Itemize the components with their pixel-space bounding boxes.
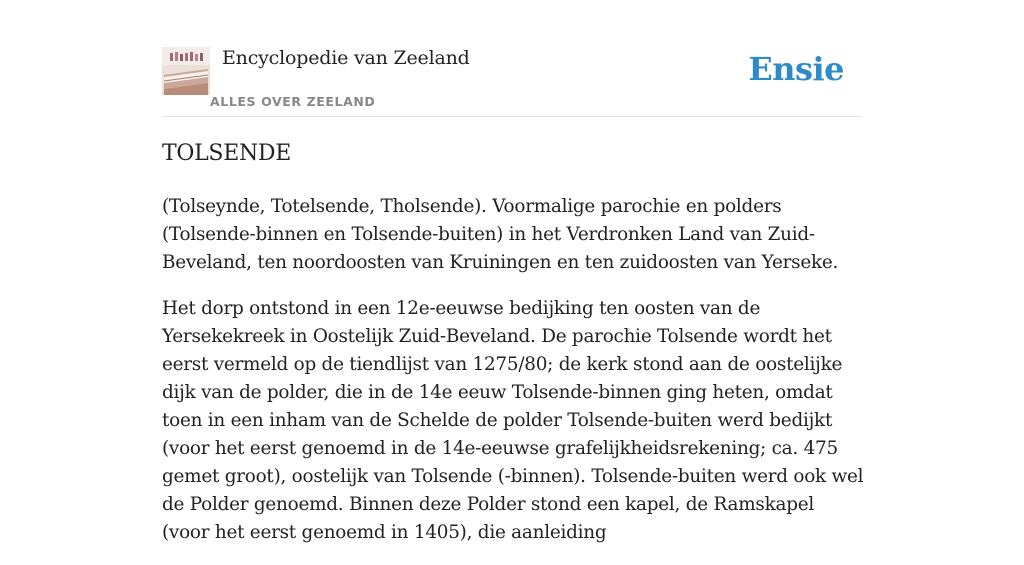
book-thumbnail-icon xyxy=(162,47,210,95)
article-paragraph: (Tolseynde, Totelsende, Tholsende). Voormalige parochie en polders (Tolsende-binnen en Tolsende-buiten) in het Verdronken Land van Zuid-Beveland, ten noordoosten van Kruiningen en ten zuidoosten van Yerseke. xyxy=(162,196,839,273)
article-paragraph: Het dorp ontstond in een 12e-eeuwse bedijking ten oosten van de Yersekekreek in Oostelijk Zuid-Beveland. De parochie Tolsende wordt het eerst vermeld op de tiendlijst van 1275/80; de kerk stond aan de oostelijke dijk van de polder, die in de 14e eeuw Tolsende-binnen ging heten, omdat toen in een inham van de Schelde de polder Tolsende-buiten werd bedijkt (voor het eerst genoemd in de 14e-eeuwse grafelijkheidsrekening; ca. 475 gemet groot), oostelijk van Tolsende (-binnen). Tolsende-buiten werd ook wel de Polder genoemd. Binnen deze Polder stond een kapel, de Ramskapel (voor het eerst genoemd in 1405), die aanleiding xyxy=(162,298,864,543)
site-subtitle: ALLES OVER ZEELAND xyxy=(210,94,376,109)
brand-logo[interactable]: Ensie xyxy=(748,50,844,88)
article-title: TOLSENDE xyxy=(162,141,291,166)
article-body xyxy=(162,193,864,565)
site-avatar[interactable] xyxy=(162,47,210,95)
site-title[interactable]: Encyclopedie van Zeeland xyxy=(222,47,470,69)
site-header xyxy=(162,44,862,117)
